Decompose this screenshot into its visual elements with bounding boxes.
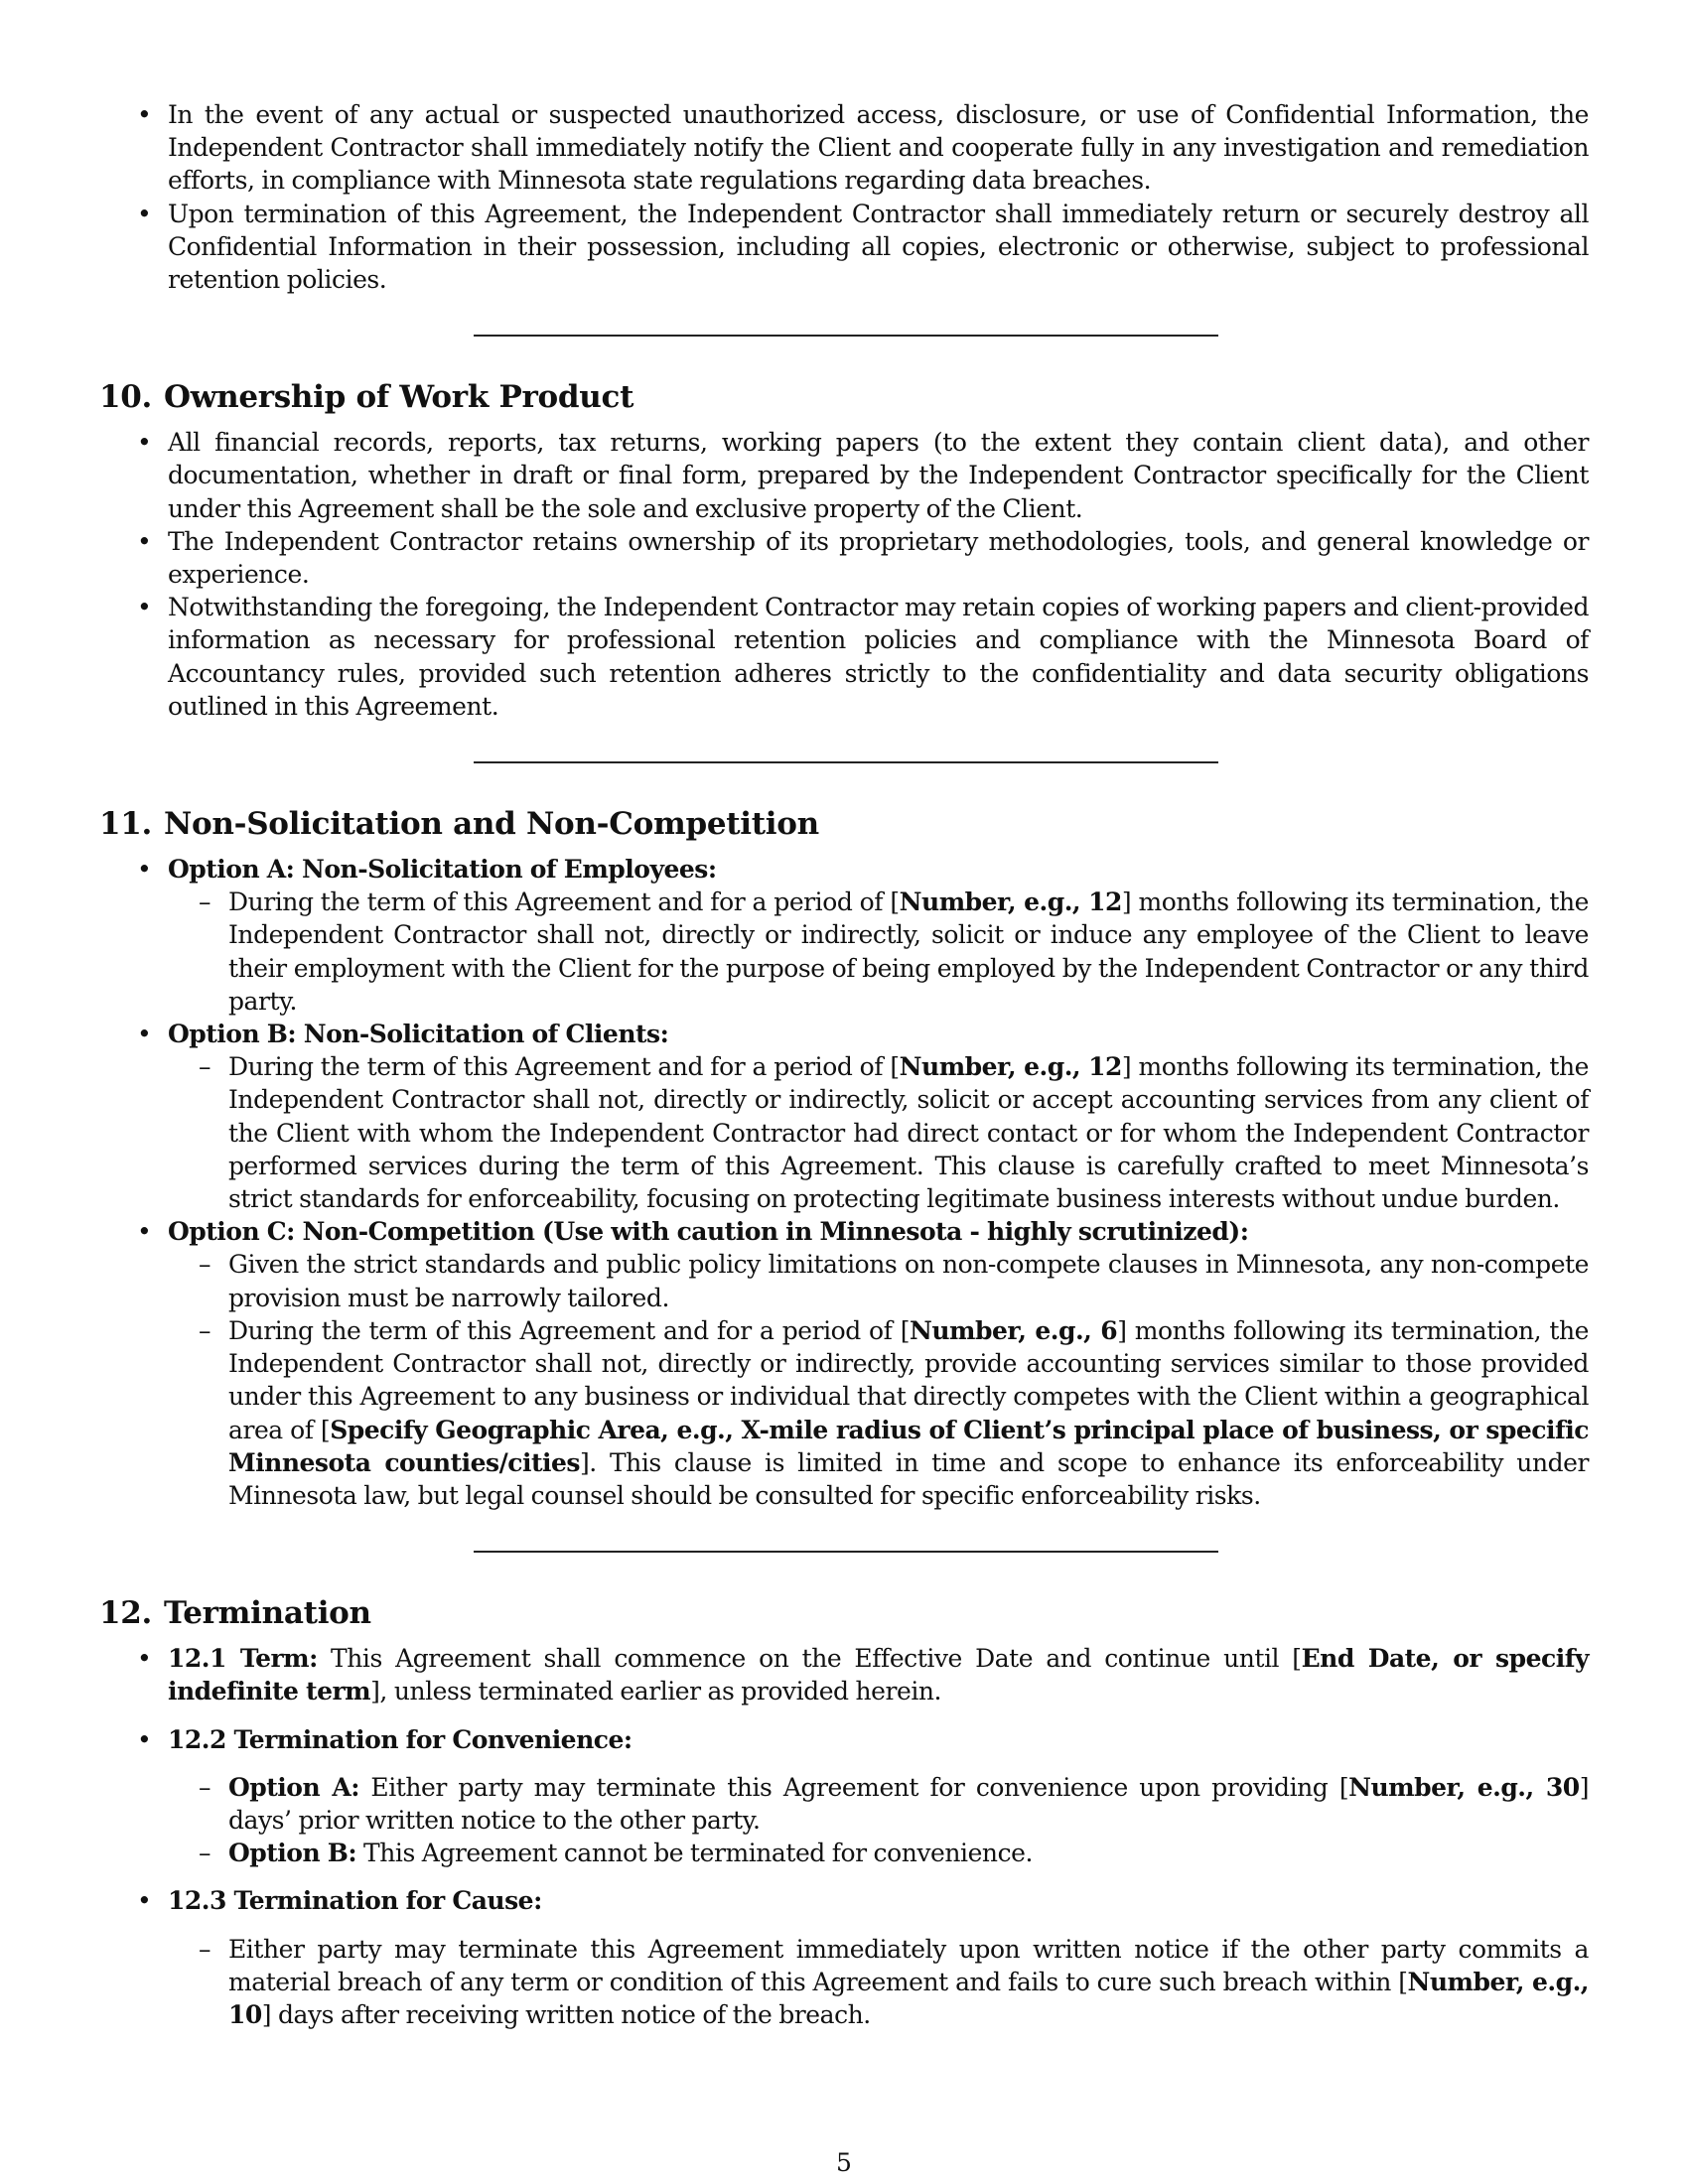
- page-content: [99, 98, 1589, 2031]
- placeholder: Number, e.g., 6: [910, 1315, 1118, 1345]
- sub-list-item: [99, 1248, 1589, 1313]
- list-item: [99, 98, 1589, 198]
- list-item-text: All financial records, reports, tax returns, working papers (to the extent they contain client data), and other documentation, whether in draft or final form, prepared by the Independent Contractor specifically for the Client under this Agreement shall be the sole and exclusive property of the Client.: [168, 428, 1589, 523]
- clause-text: Either party may terminate this Agreement for convenience upon providing [: [358, 1772, 1349, 1802]
- sub-list-item: [99, 1771, 1589, 1837]
- section-title: Ownership of Work Product: [164, 379, 634, 416]
- option-label: Option B: Non-Solicitation of Clients:: [168, 1020, 669, 1049]
- section-title: Termination: [164, 1595, 371, 1632]
- clause-text: ] months following its termination, the Independent Contractor shall not, directly or indirectly, solicit or induce any employee of the Client to leave their employment with the Client for the purpose of being employed by the Independent Contractor or any third party.: [228, 887, 1589, 1016]
- list-item: [99, 591, 1589, 723]
- clause-label: 12.1 Term:: [168, 1644, 318, 1674]
- clause-text: During the term of this Agreement and for a period of [: [228, 1052, 900, 1082]
- placeholder: Number, e.g., 12: [899, 1052, 1122, 1082]
- clause-text: ] months following its termination, the Independent Contractor shall not, directly or indirectly, solicit or accept accounting services from any client of the Client with whom the Independent Contractor had direct contact or for whom the Independent Contractor performed services during the term of this Agreement. This clause is carefully crafted to meet Minnesota’s strict standards for enforceability, focusing on protecting legitimate business interests without undue burden.: [228, 1052, 1589, 1214]
- placeholder: End Date, or specify indefinite term: [168, 1644, 1589, 1706]
- section-heading-12: [99, 1593, 1589, 1633]
- section-heading-10: [99, 377, 1589, 417]
- sub-list-item: [99, 886, 1589, 1018]
- sub-list-item: [99, 1050, 1589, 1215]
- clause-text: Either party may terminate this Agreement immediately upon written notice if the other party commits a material breach of any term or condition of this Agreement and fails to cure such breach within [: [228, 1934, 1589, 1996]
- list-item: [99, 1018, 1589, 1050]
- clause-text: ]. This clause is limited in time and scope to enhance its enforceability under Minnesota law, but legal counsel should be consulted for specific enforceability risks.: [228, 1447, 1589, 1510]
- placeholder: Number, e.g., 30: [1348, 1772, 1580, 1802]
- clause-text: During the term of this Agreement and for a period of [: [228, 1315, 910, 1345]
- section-number: 11.: [99, 806, 153, 843]
- list-item: [99, 853, 1589, 886]
- clause-text: ] months following its termination, the Independent Contractor shall not, directly or indirectly, provide accounting services similar to those provided under this Agreement to any business or individual that directly competes with the Client within a geographical area of [: [228, 1315, 1589, 1444]
- list-item: [99, 525, 1589, 591]
- clause-text: This Agreement cannot be terminated for convenience.: [356, 1839, 1033, 1868]
- clause-label: 12.2 Termination for Convenience:: [168, 1724, 633, 1754]
- sub-list-item: [99, 1933, 1589, 2032]
- list-item-text: In the event of any actual or suspected unauthorized access, disclosure, or use of Confidential Information, the Independent Contractor shall immediately notify the Client and cooperate fully in any investigation and remediation efforts, in compliance with Minnesota state regulations regarding data breaches.: [168, 100, 1589, 196]
- placeholder: Specify Geographic Area, e.g., X-mile radius of Client’s principal place of business, or specific Minnesota counties/cities: [228, 1415, 1590, 1477]
- list-item: [99, 1642, 1589, 1707]
- section-number: 12.: [99, 1595, 153, 1632]
- clause-text: ] days after receiving written notice of the breach.: [261, 1999, 871, 2029]
- list-item: [99, 198, 1589, 297]
- sub-list-item: [99, 1837, 1589, 1869]
- placeholder: Number, e.g., 10: [228, 1967, 1589, 2029]
- list-item: [99, 1215, 1589, 1248]
- section-number: 10.: [99, 379, 153, 416]
- option-label: Option B:: [228, 1839, 357, 1868]
- clause-text: During the term of this Agreement and for a period of [: [228, 887, 900, 917]
- list-item: [99, 1723, 1589, 1756]
- list-item-text: Upon termination of this Agreement, the Independent Contractor shall immediately return or securely destroy all Confidential Information in their possession, including all copies, electronic or otherwise, subject to professional retention policies.: [168, 199, 1589, 295]
- clause-label: 12.3 Termination for Cause:: [168, 1886, 542, 1916]
- option-label: Option A: Non-Solicitation of Employees:: [168, 855, 717, 885]
- section-title: Non-Solicitation and Non-Competition: [164, 806, 819, 843]
- list-item-text: Notwithstanding the foregoing, the Independent Contractor may retain copies of working papers and client-provided information as necessary for professional retention policies and compliance with the Minnesota Board of Accountancy rules, provided such retention adheres strictly to the confidentiality and data security obligations outlined in this Agreement.: [168, 593, 1589, 721]
- placeholder: Number, e.g., 12: [899, 887, 1122, 917]
- clause-text: Given the strict standards and public policy limitations on non-compete clauses in Minnesota, any non-compete provision must be narrowly tailored.: [228, 1250, 1589, 1312]
- page-number: 5: [836, 2148, 852, 2177]
- list-item-text: The Independent Contractor retains ownership of its proprietary methodologies, tools, and general knowledge or experience.: [168, 526, 1589, 590]
- option-label: Option A:: [228, 1772, 359, 1802]
- clause-text: ] days’ prior written notice to the other party.: [228, 1772, 1589, 1835]
- section-heading-11: [99, 804, 1589, 844]
- option-label: Option C: Non-Competition (Use with caution in Minnesota - highly scrutinized):: [168, 1217, 1249, 1247]
- clause-text: ], unless terminated earlier as provided herein.: [370, 1677, 942, 1706]
- list-item: [99, 426, 1589, 525]
- list-item: [99, 1884, 1589, 1917]
- sub-list-item: [99, 1314, 1589, 1512]
- clause-text: This Agreement shall commence on the Effective Date and continue until [: [317, 1644, 1302, 1674]
